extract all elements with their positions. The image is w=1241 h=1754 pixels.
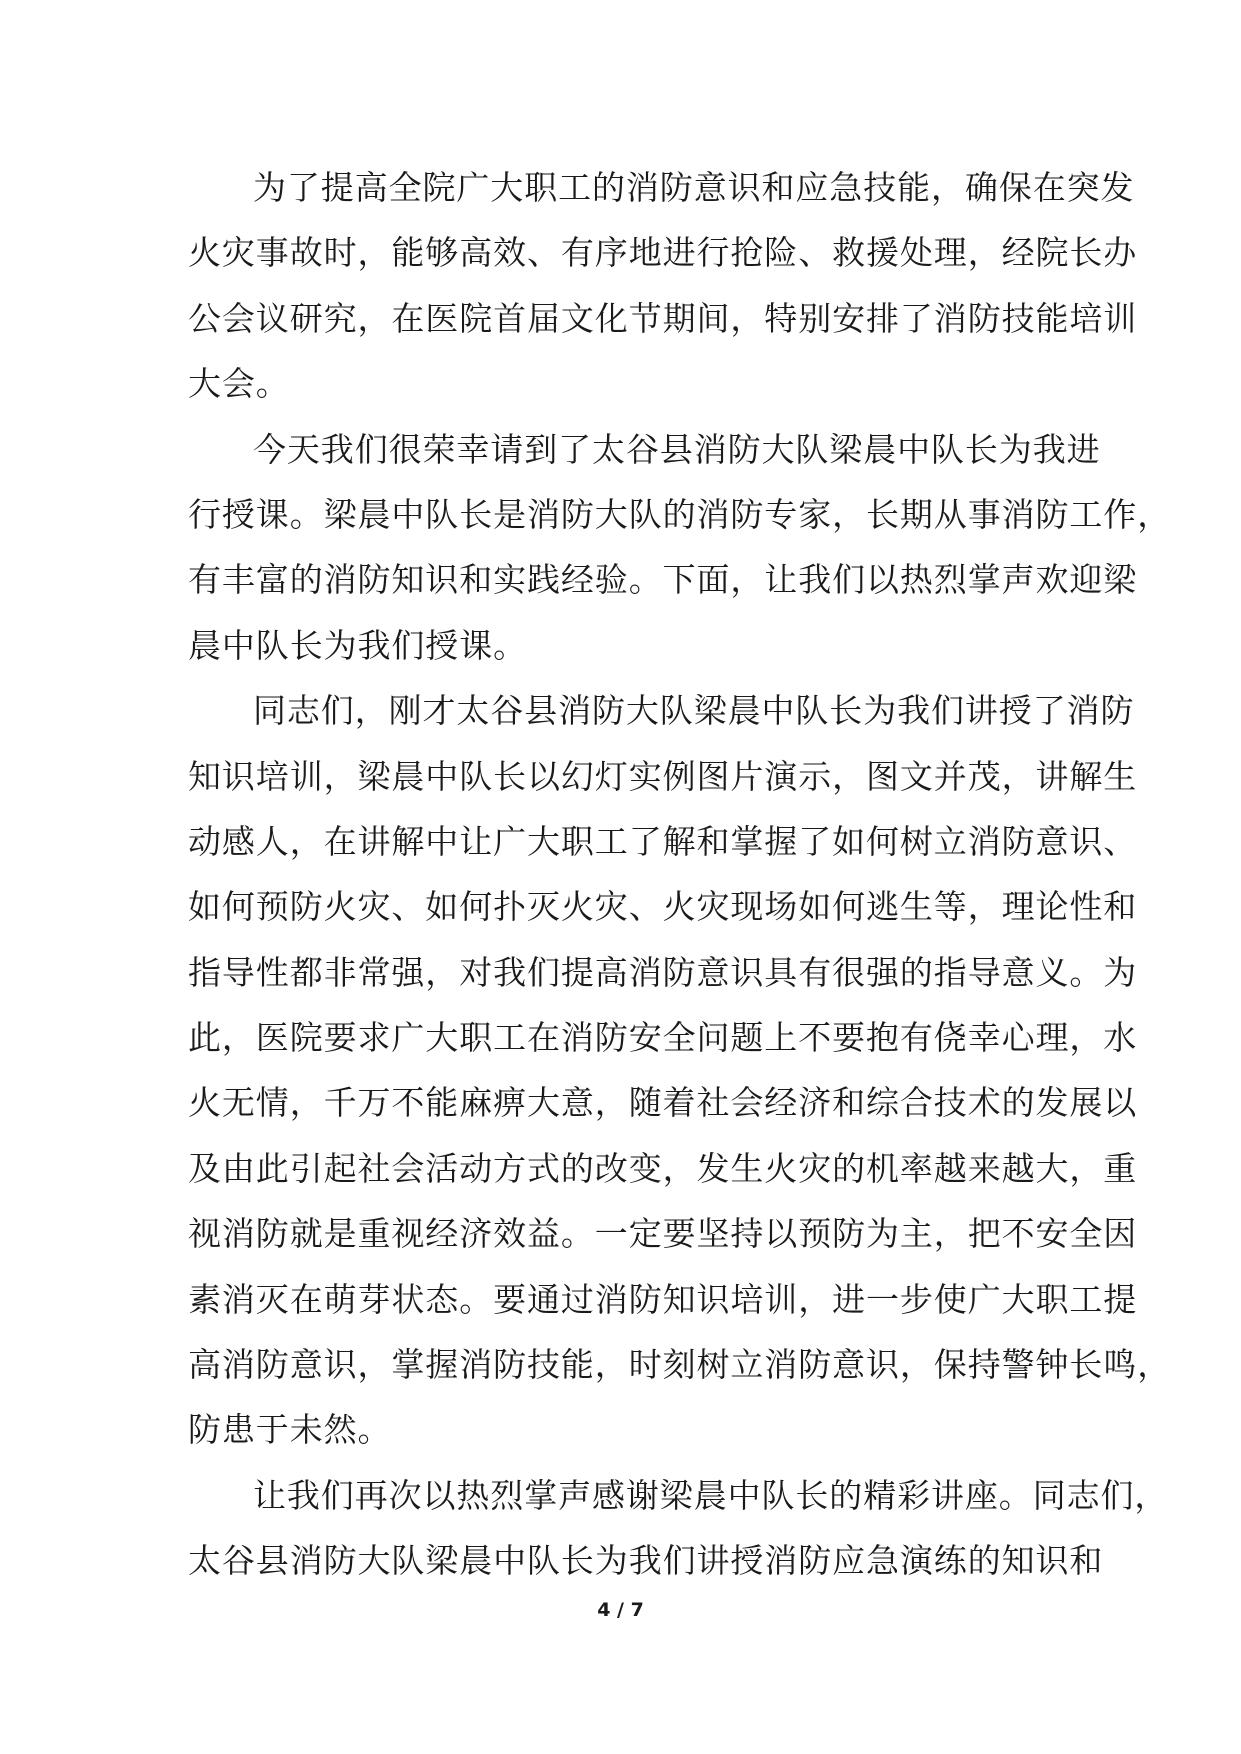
paragraph-1-line-3: 公会议研究，在医院首届文化节期间，特别安排了消防技能培训 [188,298,1138,338]
paragraph-3-line-10: 素消灭在萌芽状态。要通过消防知识培训，进一步使广大职工提 [188,1279,1138,1319]
paragraph-3-line-6: 此，医院要求广大职工在消防安全问题上不要抱有侥幸心理，水 [188,1018,1138,1058]
paragraph-3-line-1: 同志们，刚才太谷县消防大队梁晨中队长为我们讲授了消防 [253,691,1135,731]
paragraph-4-line-2: 太谷县消防大队梁晨中队长为我们讲授消防应急演练的知识和 [188,1541,1104,1581]
paragraph-3-line-12: 防患于未然。 [188,1410,392,1450]
paragraph-2-line-1: 今天我们很荣幸请到了太谷县消防大队梁晨中队长为我进 [253,429,1101,469]
paragraph-2-line-2: 行授课。梁晨中队长是消防大队的消防专家，长期从事消防工作， [188,494,1172,534]
paragraph-3-line-7: 火无情，千万不能麻痹大意，随着社会经济和综合技术的发展以 [188,1083,1138,1123]
page-number: 4 / 7 [597,1599,644,1621]
paragraph-4-line-1: 让我们再次以热烈掌声感谢梁晨中队长的精彩讲座。同志们， [253,1475,1169,1515]
paragraph-3-line-11: 高消防意识，掌握消防技能，时刻树立消防意识，保持警钟长鸣， [188,1345,1172,1385]
paragraph-3-line-9: 视消防就是重视经济效益。一定要坚持以预防为主，把不安全因 [188,1214,1138,1254]
paragraph-3-line-5: 指导性都非常强，对我们提高消防意识具有很强的指导意义。为 [188,952,1138,992]
paragraph-1-line-1: 为了提高全院广大职工的消防意识和应急技能，确保在突发 [253,168,1135,207]
paragraph-3-line-2: 知识培训，梁晨中队长以幻灯实例图片演示，图文并茂，讲解生 [188,756,1138,796]
paragraph-2-line-4: 晨中队长为我们授课。 [188,625,527,665]
paragraph-2-line-3: 有丰富的消防知识和实践经验。下面，让我们以热烈掌声欢迎梁 [188,560,1138,600]
paragraph-3-line-4: 如何预防火灾、如何扑灭火灾、火灾现场如何逃生等，理论性和 [188,887,1138,927]
paragraph-3-line-3: 动感人，在讲解中让广大职工了解和掌握了如何树立消防意识、 [188,821,1138,861]
body-text [188,155,1172,1594]
paragraph-1-line-2: 火灾事故时，能够高效、有序地进行抢险、救援处理，经院长办 [188,233,1138,273]
paragraph-3-line-8: 及由此引起社会活动方式的改变，发生火灾的机率越来越大，重 [188,1148,1138,1188]
paragraph-1-line-4: 大会。 [188,364,290,404]
